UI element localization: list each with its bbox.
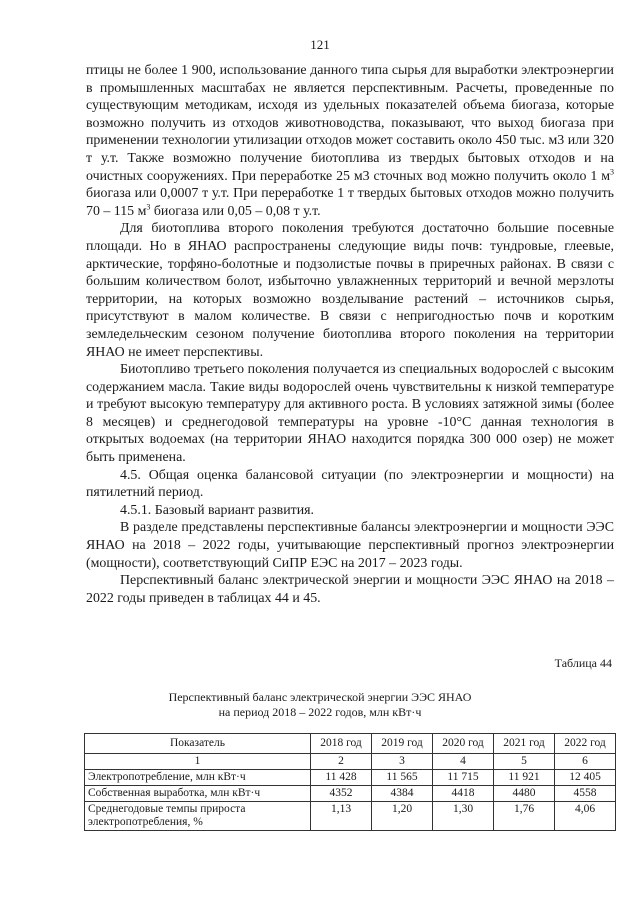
row-label: Собственная выработка, млн кВт·ч xyxy=(85,786,311,802)
table-cell: 2 xyxy=(311,754,372,770)
paragraph-biogas xyxy=(86,62,614,220)
superscript: 3 xyxy=(610,166,614,176)
table-cell: 6 xyxy=(555,754,616,770)
column-header: 2020 год xyxy=(433,734,494,754)
column-header: 2021 год xyxy=(494,734,555,754)
column-header: 2018 год xyxy=(311,734,372,754)
paragraph-tables-reference: Перспективный баланс электрической энергии и мощности ЭЭС ЯНАО на 2018 – 2022 годы приведен в таблицах 44 и 45. xyxy=(86,573,614,606)
table-title xyxy=(120,690,520,720)
table-row xyxy=(85,786,616,802)
row-label: Электропотребление, млн кВт·ч xyxy=(85,770,311,786)
table-cell: 12 405 xyxy=(555,770,616,786)
table-cell: 1,76 xyxy=(494,802,555,831)
superscript: 3 xyxy=(146,202,151,212)
table-title-line1: Перспективный баланс электрической энергии ЭЭС ЯНАО xyxy=(168,690,472,704)
table-cell: 4384 xyxy=(372,786,433,802)
table-row xyxy=(85,802,616,831)
column-header: 2022 год xyxy=(555,734,616,754)
table-cell: 11 921 xyxy=(494,770,555,786)
body-text xyxy=(86,62,614,607)
page-number: 121 xyxy=(310,37,330,52)
table-cell: 3 xyxy=(372,754,433,770)
energy-balance-table xyxy=(84,733,616,831)
section-heading-4-5: 4.5. Общая оценка балансовой ситуации (по электроэнергии и мощности) на пятилетний период. xyxy=(86,467,614,501)
table-cell: 4352 xyxy=(311,786,372,802)
table-cell: 4480 xyxy=(494,786,555,802)
table-cell: 4 xyxy=(433,754,494,770)
row-label: Среднегодовые темпы прироста электропотребления, % xyxy=(85,802,311,831)
table-cell: 1,13 xyxy=(311,802,372,831)
table-cell: 11 565 xyxy=(372,770,433,786)
column-header: 2019 год xyxy=(372,734,433,754)
table-cell: 4,06 xyxy=(555,802,616,831)
table-cell: 11 428 xyxy=(311,770,372,786)
paragraph-biogas-text-end: биогаза или 0,05 – 0,08 т у.т. xyxy=(150,203,321,219)
section-heading-4-5-1: 4.5.1. Базовый вариант развития. xyxy=(120,502,315,518)
table-caption: Таблица 44 xyxy=(554,656,612,670)
paragraph-balances: В разделе представлены перспективные балансы электроэнергии и мощности ЭЭС ЯНАО на 2018 – 2022 годы, учитывающие перспективный прогноз электроэнергии (мощности), соответствующий СиПР ЕЭС на 2017 – 2023 годы. xyxy=(86,520,614,571)
table-cell: 1 xyxy=(85,754,311,770)
table-cell: 4558 xyxy=(555,786,616,802)
paragraph-biogas-text: птицы не более 1 900, использование данного типа сырья для выработки электроэнергии в промышленных масштабах не является перспективным. Расчеты, проведенные по существующим методикам, исходя из удельных показателей объема биогаза, которые возможно получить из отходов животноводства, показывают, что выход биогаза при применении технологии утилизации отходов может составить около 450 тыс. м3 или 320 т у.т. Также возможно получение биотоплива из твердых бытовых отходов и на очистных сооружениях. При переработке 25 м3 сточных вод можно получить около 1 м xyxy=(86,63,614,184)
table-cell: 1,20 xyxy=(372,802,433,831)
paragraph-biogas-text-cont: биогаза или 0,0007 т у.т. При переработке 1 т твердых бытовых отходов можно получить 70 – 115 м xyxy=(86,186,614,219)
column-header: Показатель xyxy=(85,734,311,754)
paragraph-second-generation: Для биотоплива второго поколения требуются достаточно большие посевные площади. Но в ЯНАО распространены следующие виды почв: тундровые, глеевые, арктические, торфяно-болотные и подзолистые почвы в приречных районах. В связи с большим количеством болот, избыточно увлажненных территорий и вечной мерзлоты территории, на которых возможно возделывание растений – источников сырья, присутствуют в малом количестве. В связи с непригодностью почв и коротким земледельческим сезоном получение биотоплива второго поколения на территории ЯНАО не имеет перспективы. xyxy=(86,221,614,360)
table-row xyxy=(85,770,616,786)
table-cell: 5 xyxy=(494,754,555,770)
table-index-row xyxy=(85,754,616,770)
table-cell: 4418 xyxy=(433,786,494,802)
table-cell: 1,30 xyxy=(433,802,494,831)
table-title-line2: на период 2018 – 2022 годов, млн кВт·ч xyxy=(218,705,422,719)
paragraph-third-generation: Биотопливо третьего поколения получается из специальных водорослей с высоким содержанием масла. Такие виды водорослей очень чувствительны к низкой температуре и требуют высокую температуру для активного роста. В условиях затяжной зимы (более 8 месяцев) и среднегодовой температуры на уровне -10°С данная технология в открытых водоемах (на территории ЯНАО находится порядка 300 000 озер) не может быть применена. xyxy=(86,362,614,466)
table-header-row xyxy=(85,734,616,754)
table-cell: 11 715 xyxy=(433,770,494,786)
